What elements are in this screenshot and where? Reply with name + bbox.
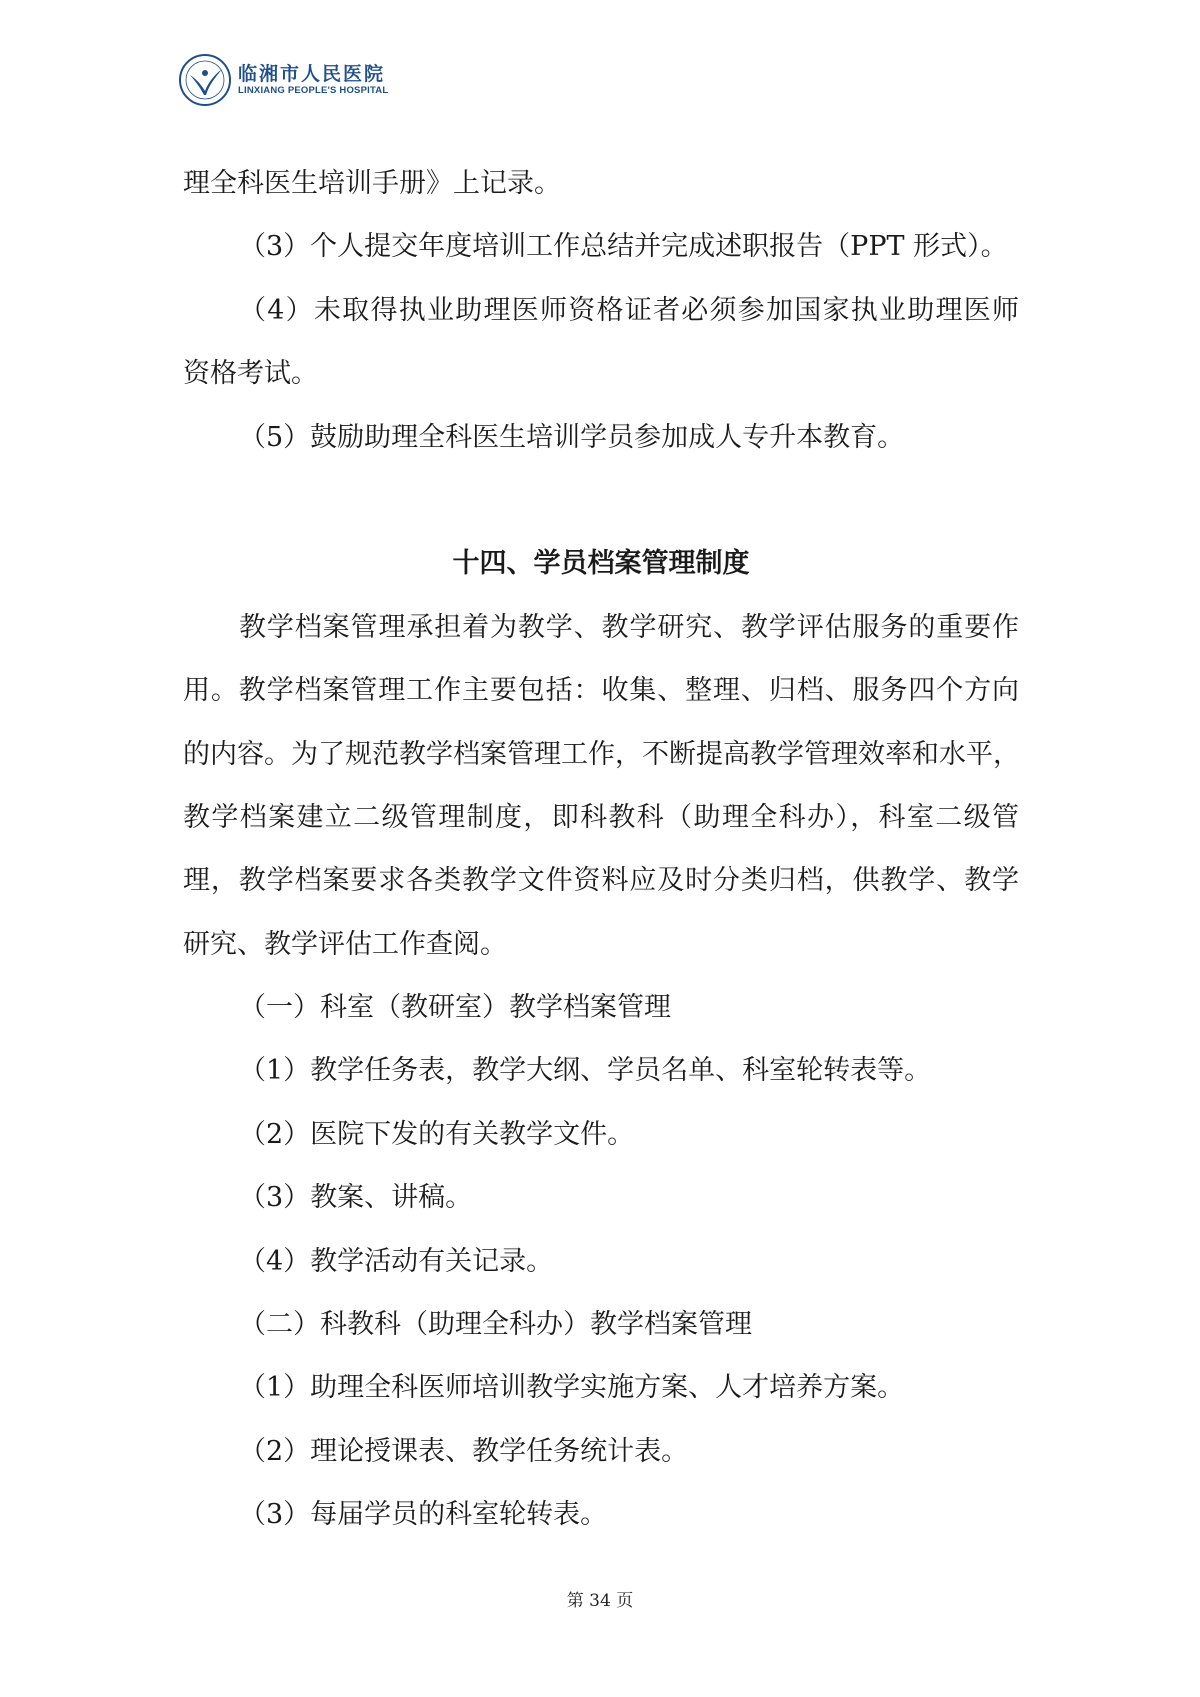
paragraph-line: 用。教学档案管理工作主要包括：收集、整理、归档、服务四个方向 xyxy=(183,675,1019,707)
paragraph-line: 的内容。为了规范教学档案管理工作，不断提高教学管理效率和水平， xyxy=(183,738,1020,770)
paragraph-line: 理，教学档案要求各类教学文件资料应及时分类归档，供教学、教学 xyxy=(183,865,1019,897)
list-item: （5）鼓励助理全科医生培训学员参加成人专升本教育。 xyxy=(239,421,905,453)
list-item: （4）未取得执业助理医师资格证者必须参加国家执业助理医师 xyxy=(239,294,1019,326)
list-item: （3）教案、讲稿。 xyxy=(239,1182,473,1214)
hospital-name-en: LINXIANG PEOPLE'S HOSPITAL xyxy=(238,85,389,96)
list-item: （1）教学任务表，教学大纲、学员名单、科室轮转表等。 xyxy=(239,1055,932,1087)
hospital-name-cn: 临湘市人民医院 xyxy=(238,63,386,85)
paragraph-line: 教学档案建立二级管理制度，即科教科（助理全科办），科室二级管 xyxy=(183,801,1019,833)
list-item-continuation: 资格考试。 xyxy=(183,358,318,390)
subsection-heading: （二）科教科（助理全科办）教学档案管理 xyxy=(239,1309,752,1341)
spacer xyxy=(183,469,1019,532)
paragraph-line: 研究、教学评估工作查阅。 xyxy=(183,928,507,960)
continuation-line: 理全科医生培训手册》上记录。 xyxy=(183,168,561,199)
list-item: （2）理论授课表、教学任务统计表。 xyxy=(239,1435,689,1467)
paragraph-line: 教学档案管理承担着为教学、教学研究、教学评估服务的重要作 xyxy=(239,611,1019,643)
list-item: （4）教学活动有关记录。 xyxy=(239,1245,554,1277)
hospital-emblem-icon xyxy=(178,53,232,107)
page-header xyxy=(178,52,388,108)
page-number: 第 34 页 xyxy=(566,1591,634,1611)
list-item: （2）医院下发的有关教学文件。 xyxy=(239,1118,635,1150)
subsection-heading: （一）科室（教研室）教学档案管理 xyxy=(239,992,671,1024)
document-body xyxy=(183,152,1019,1547)
list-item: （3）个人提交年度培训工作总结并完成述职报告（PPT 形式）。 xyxy=(239,231,1008,263)
list-item: （3）每届学员的科室轮转表。 xyxy=(239,1499,608,1531)
section-heading: 十四、学员档案管理制度 xyxy=(452,548,750,580)
hospital-logo-text xyxy=(238,63,388,97)
list-item: （1）助理全科医师培训教学实施方案、人才培养方案。 xyxy=(239,1372,905,1404)
